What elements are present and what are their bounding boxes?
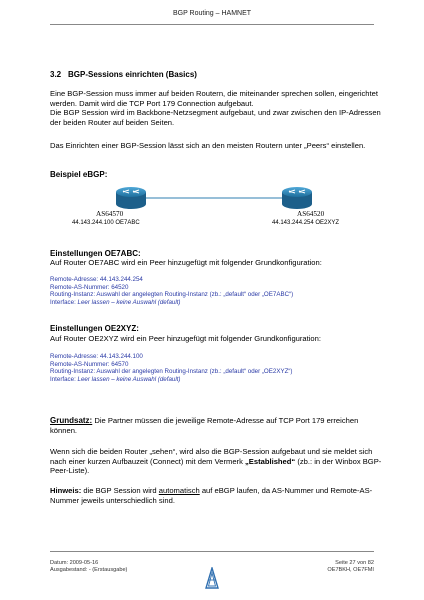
header-divider — [50, 24, 374, 25]
oe7abc-remote-address: Remote-Adresse: 44.143.244.254 — [50, 276, 143, 283]
example-heading: Beispiel eBGP: — [50, 170, 108, 179]
peers-paragraph: Das Einrichten einer BGP-Session lässt sich an den meisten Routern unter „Peers“ einstellen. — [50, 141, 366, 150]
footer-left — [50, 560, 127, 574]
oe2xyz-interface-value: Leer lassen – keine Auswahl (default) — [77, 375, 181, 383]
hamnet-logo-icon — [204, 567, 220, 589]
oe7abc-text: Auf Router OE7ABC wird ein Peer hinzugefügt mit folgender Grundkonfiguration: — [50, 258, 322, 267]
established-pre: Wenn sich die beiden Router „sehen“, wird also die BGP-Session aufgebaut und sie meldet sich nach einer kurzen Aufbauzeit (Connect) mit dem Vermerk — [50, 447, 373, 466]
footer-right — [304, 560, 374, 574]
oe2xyz-routing-instance: Routing-Instanz: Auswahl der angelegten Routing-Instanz (zb.: „default“ oder „OE2XYZ“) — [50, 368, 293, 376]
router-left-icon — [116, 187, 146, 209]
right-router-address: 44.143.244.254 OE2XYZ — [272, 220, 340, 226]
established-post: (zb.: in der Winbox BGP-Peer-Liste). — [50, 456, 382, 476]
oe2xyz-interface-label: Interface: — [50, 375, 76, 383]
oe7abc-config — [50, 276, 382, 306]
established-keyword: „Established“ — [245, 456, 296, 466]
footer-authors: OE7BKH, OE7FMI — [327, 567, 374, 573]
page-header: BGP Routing – HAMNET — [172, 10, 252, 17]
intro-text-2: Die BGP Session wird im Backbone-Netzsegment aufgebaut, und zwar zwischen den IP-Adressen der beiden Router auf beiden Seiten. — [50, 108, 381, 127]
hinweis-pre: die BGP Session wird — [81, 486, 159, 495]
oe2xyz-remote-address: Remote-Adresse: 44.143.244.100 — [50, 353, 143, 360]
footer-page: Seite 27 von 82 — [335, 560, 374, 566]
section-heading — [50, 70, 382, 80]
footer-edition: Ausgabestand: - (Erstausgabe) — [50, 567, 128, 573]
hinweis-label: Hinweis: — [50, 486, 82, 495]
oe7abc-interface-label: Interface: — [50, 298, 76, 306]
grundsatz-text: Die Partner müssen die jeweilige Remote-Adresse auf TCP Port 179 erreichen können. — [50, 416, 359, 435]
oe7abc-routing-instance: Routing-Instanz: Auswahl der angelegten Routing-Instanz (zb.: „default“ oder „OE7ABC“) — [50, 291, 294, 299]
footer-date: Datum: 2009-05-16 — [50, 560, 99, 566]
section-title: BGP-Sessions einrichten (Basics) — [68, 70, 197, 79]
oe7abc-interface — [50, 299, 382, 307]
established-paragraph — [50, 447, 382, 476]
right-as-label: AS64520 — [297, 210, 325, 218]
section-number: 3.2 — [50, 70, 62, 79]
hinweis-auto: automatisch — [158, 486, 200, 495]
grundsatz-paragraph — [50, 416, 382, 435]
intro-paragraph — [50, 89, 382, 127]
left-router-address: 44.143.244.100 OE7ABC — [72, 220, 140, 226]
router-link-graphic — [60, 184, 370, 234]
intro-text: Eine BGP-Session muss immer auf beiden Routern, die miteinander sprechen sollen, eingerichtet werden. Damit wird die TCP Port 179 Connection aufgebaut. — [50, 89, 378, 108]
footer-divider — [50, 551, 374, 552]
oe7abc-remote-as: Remote-AS-Nummer: 64520 — [50, 283, 129, 291]
grundsatz-label: Grundsatz: — [50, 416, 93, 425]
oe2xyz-interface — [50, 376, 382, 384]
oe7abc-heading: Einstellungen OE7ABC: — [50, 249, 141, 258]
oe2xyz-remote-as: Remote-AS-Nummer: 64570 — [50, 360, 129, 368]
ebgp-diagram — [60, 184, 370, 234]
oe7abc-interface-value: Leer lassen – keine Auswahl (default) — [77, 298, 181, 306]
router-right-icon — [282, 187, 312, 209]
left-as-label: AS64570 — [96, 210, 124, 218]
oe2xyz-config — [50, 353, 382, 383]
oe2xyz-text: Auf Router OE2XYZ wird ein Peer hinzugefügt mit folgender Grundkonfiguration: — [50, 334, 321, 343]
hinweis-paragraph — [50, 486, 382, 505]
oe2xyz-heading: Einstellungen OE2XYZ: — [50, 324, 139, 333]
hinweis-post: auf eBGP laufen, da AS-Nummer und Remote-AS-Nummer jeweils unterschiedlich sind. — [50, 486, 373, 505]
